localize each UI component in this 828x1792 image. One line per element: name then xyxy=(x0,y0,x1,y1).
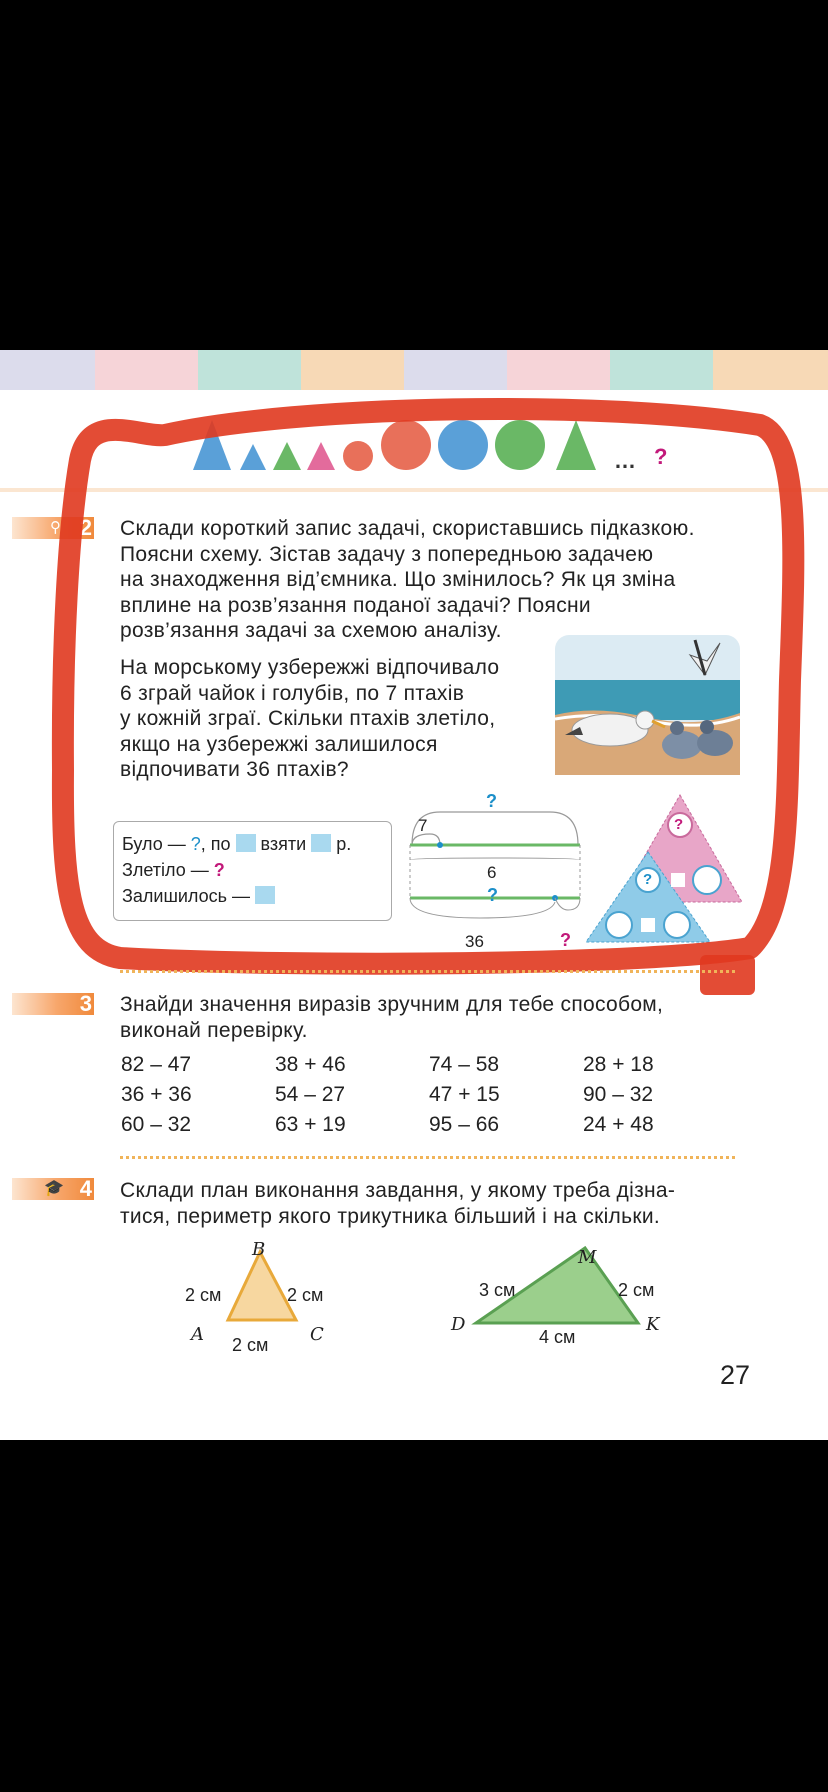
instruction-line: Поясни схему. Зістав задачу з попередньою задачею xyxy=(120,542,654,566)
instruction-line: Склади короткий запис задачі, скориставшись підказкою. xyxy=(120,517,695,540)
record-text: взяти xyxy=(255,834,312,854)
instruction-line: на знаходження від’ємника. Що змінилось? Як ця зміна xyxy=(120,568,676,591)
side-label: 2 см xyxy=(618,1280,655,1300)
dotted-divider xyxy=(120,970,735,973)
expression: 47 + 15 xyxy=(429,1083,500,1106)
task-number: 2 xyxy=(79,515,92,540)
problem-line: 6 зграй чайок і голубів, по 7 птахів xyxy=(120,681,465,705)
expression: 82 – 47 xyxy=(121,1053,192,1076)
scheme-thirty-six: 36 xyxy=(465,932,484,951)
vertex-c: C xyxy=(310,1324,324,1345)
vertex-d: D xyxy=(451,1314,466,1335)
record-text: Залишилось — xyxy=(122,886,256,906)
task-3-instruction xyxy=(120,992,760,1043)
triangles-figure xyxy=(0,1230,828,1360)
expression: 74 – 58 xyxy=(429,1053,500,1076)
side-label: 4 см xyxy=(539,1327,576,1347)
instruction-line: Знайди значення виразів зручним для тебе способом, xyxy=(120,993,664,1016)
side-label: 2 см xyxy=(287,1285,324,1305)
problem-line: На морському узбережжі відпочивало xyxy=(120,656,500,679)
record-text: Злетіло — xyxy=(122,860,214,880)
triangle-abc xyxy=(228,1252,296,1320)
expression: 38 + 46 xyxy=(275,1053,346,1076)
instruction-line: виконай перевірку. xyxy=(120,1018,308,1042)
graduation-cap-icon: 🎓 xyxy=(44,1180,64,1197)
analysis-mid-question: ? xyxy=(643,871,653,888)
problem-line: якщо на узбережжі залишилося xyxy=(120,732,438,756)
instruction-line: тися, периметр якого трикутника більший і на скільки. xyxy=(120,1204,660,1228)
expression: 95 – 66 xyxy=(429,1113,500,1136)
expression: 24 + 48 xyxy=(583,1113,654,1136)
scheme-top-question: ? xyxy=(486,791,497,811)
textbook-page xyxy=(0,350,828,1440)
scheme-mid-question: ? xyxy=(487,885,498,905)
expression: 36 + 36 xyxy=(121,1083,192,1106)
expression: 60 – 32 xyxy=(121,1113,192,1136)
sequence-question: ? xyxy=(654,444,668,469)
task-4-instruction xyxy=(120,1178,760,1229)
task-number: 4 xyxy=(79,1176,92,1201)
red-annotation-loop xyxy=(0,350,828,1030)
record-question: ? xyxy=(213,860,225,880)
task-4-marker xyxy=(12,1178,94,1200)
record-question: ? xyxy=(190,834,201,854)
problem-line: відпочивати 36 птахів? xyxy=(120,758,349,781)
instruction-line: вплине на розв’язання поданої задачі? Поясни xyxy=(120,593,591,617)
vertex-a: A xyxy=(191,1324,204,1345)
magnifier-icon: ⚲ xyxy=(50,519,61,536)
task-3-marker xyxy=(12,993,94,1015)
task-number: 3 xyxy=(79,991,92,1016)
sequence-ellipsis: … xyxy=(614,448,636,473)
analysis-top-question: ? xyxy=(674,816,684,833)
expression: 63 + 19 xyxy=(275,1113,346,1136)
vertex-b: B xyxy=(252,1239,266,1260)
dotted-divider xyxy=(120,1156,735,1159)
instruction-line: Склади план виконання завдання, у якому треба дізна- xyxy=(120,1179,676,1202)
side-label: 2 см xyxy=(185,1285,222,1305)
expression: 90 – 32 xyxy=(583,1083,654,1106)
problem-line: у кожній зграї. Скільки птахів злетіло, xyxy=(120,707,496,730)
page-number: 27 xyxy=(720,1360,751,1390)
side-label: 2 см xyxy=(232,1335,269,1355)
vertex-m: M xyxy=(578,1247,597,1268)
scheme-six: 6 xyxy=(487,863,497,882)
scheme-right-question: ? xyxy=(560,930,571,950)
vertex-k: K xyxy=(646,1314,660,1335)
side-label: 3 см xyxy=(479,1280,516,1300)
record-text: , по xyxy=(200,834,236,854)
expression: 54 – 27 xyxy=(275,1083,346,1106)
expression: 28 + 18 xyxy=(583,1053,654,1076)
record-text: Було — xyxy=(122,834,191,854)
record-text: р. xyxy=(331,834,352,854)
instruction-line: розв’язання задачі за схемою аналізу. xyxy=(120,619,502,642)
scheme-seven: 7 xyxy=(418,816,428,835)
